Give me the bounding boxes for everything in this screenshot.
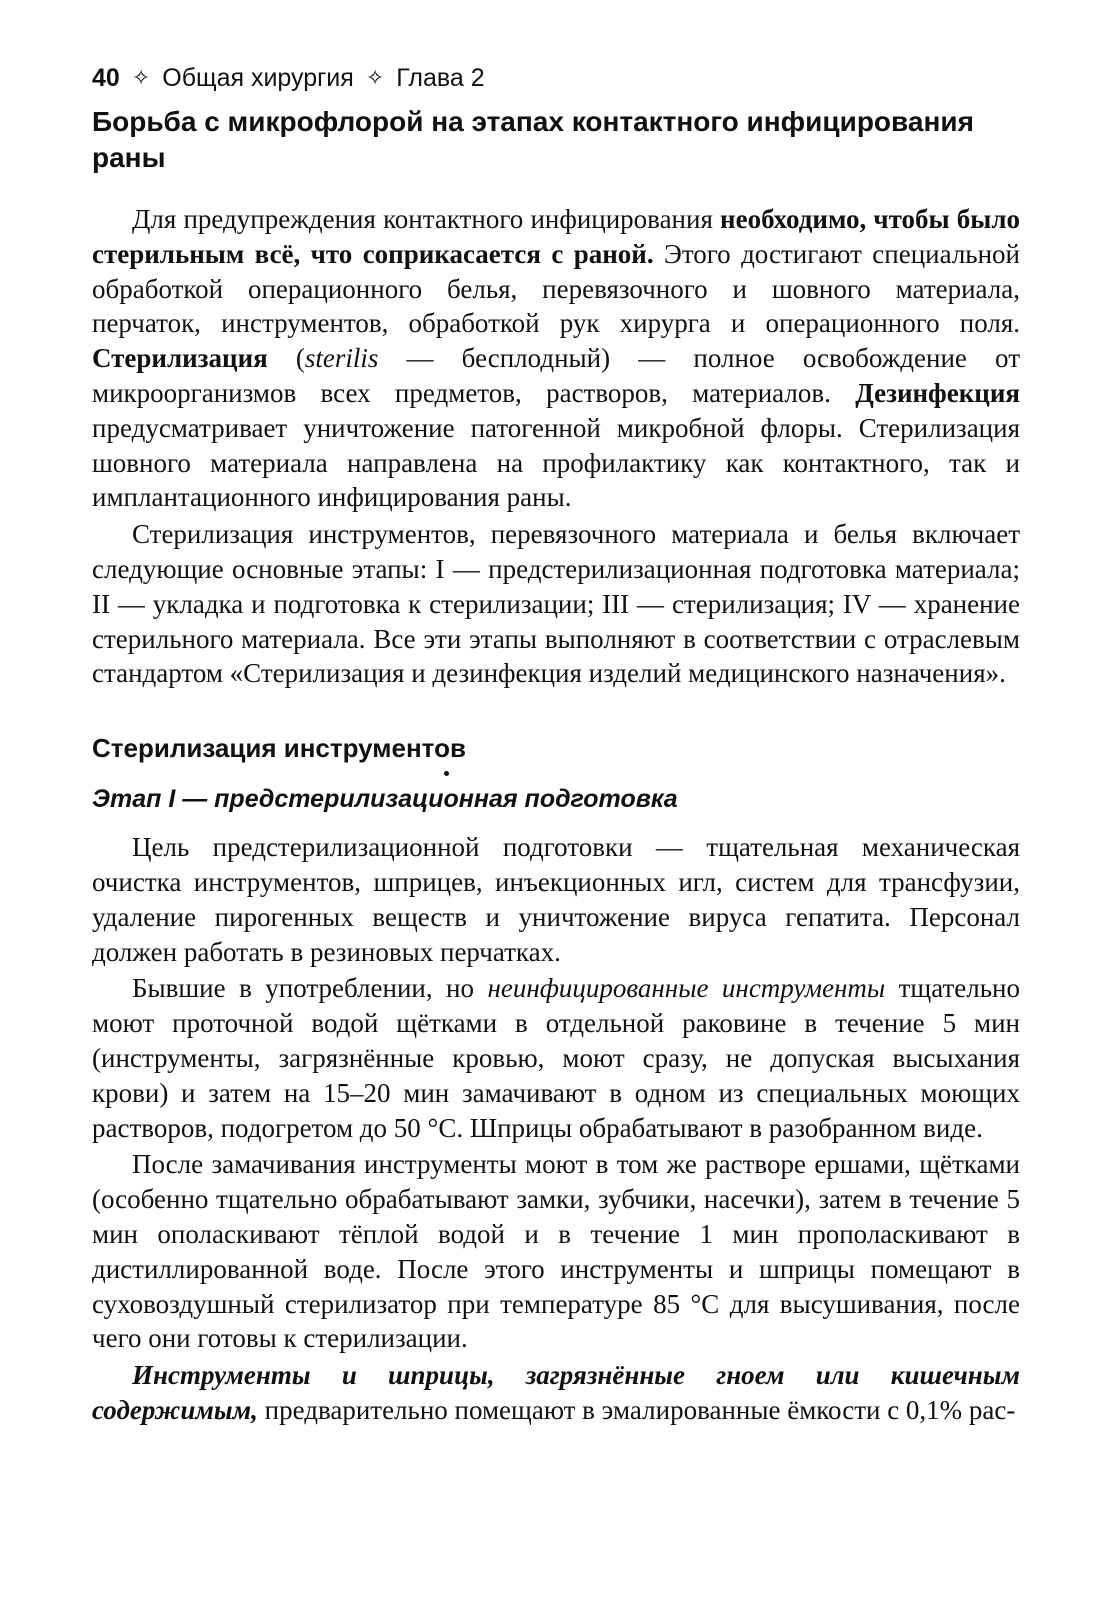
term-disinfection: Дезинфекция xyxy=(855,377,1020,408)
paragraph xyxy=(92,971,1020,1145)
text-run: предварительно помещают в эмалированные ёмкости с 0,1% рас- xyxy=(257,1394,1016,1425)
paragraph xyxy=(92,1358,1020,1428)
paragraph: Цель предстерилизационной подготовки — тщательная механическая очистка инструментов, шприцев, инъекционных игл, систем для трансфузии, удаление пирогенных веществ и уничтожение вируса гепатита. Персонал должен работать в резиновых перчатках. xyxy=(92,832,1020,967)
page-number: 40 xyxy=(92,64,120,92)
section-title: Стерилизация инструментов xyxy=(92,733,466,764)
subsection-title: Этап I — предстерилизационная подготовка xyxy=(92,785,678,814)
text-run: предусматривает уничтожение патогенной микробной флоры. Стерилизация шовного материала направлена на профилактику как контактного, так и имплантационного инфицирования раны. xyxy=(92,412,1020,513)
running-head xyxy=(92,62,1020,94)
stray-dot xyxy=(444,771,449,776)
term-sterilization: Стерилизация xyxy=(92,343,268,374)
text-run: Для предупреждения контактного инфицирования xyxy=(132,204,721,234)
diamond-separator-icon: ✧ xyxy=(365,65,385,90)
paragraph: После замачивания инструменты моют в том же растворе ершами, щётками (особенно тщательно обрабатывают замки, зубчики, насечки), затем в течение 5 мин ополаскивают тёплой водой и в течение 1 мин прополаскивают в дистиллированной воде. После этого инструменты и шприцы помещают в суховоздушный стерилизатор при температуре 85 °С для высушивания, после чего они готовы к стерилизации. xyxy=(92,1149,1020,1354)
diamond-separator-icon: ✧ xyxy=(131,65,151,90)
paragraph: Стерилизация инструментов, перевязочного материала и белья включает следующие основные этапы: I — предстерилизационная подготовка материала; II — укладка и подготовка к стерилизации; III — стерилизация; IV — хранение стерильного материала. Все эти этапы выполняют в соответствии с отраслевым стандартом «Стерилизация и дезинфекция изделий медицинского назначения». xyxy=(92,519,1020,689)
text-run: ( xyxy=(267,343,305,374)
text-run: тщательно моют проточной водой щётками в отдельной раковине в течение 5 мин (инструменты, загрязнённые кровью, моют сразу, не допуская высыхания крови) и затем на 15–20 мин замачивают в одном из специальных моющих растворов, подогретом до 50 °С. Шприцы обрабатывают в разобранном виде. xyxy=(92,973,1020,1143)
latin-term: sterilis xyxy=(304,343,379,374)
bold-text: необходимо, чтобы было стерильным всё, что соприкасается с раной. xyxy=(92,204,1020,269)
chapter-label: Глава 2 xyxy=(396,64,485,92)
text-run: Этого достигают специальной обработкой операционного белья, перевязочного и шовного материала, перчаток, инструментов, обработкой рук хирурга и операционного поля. xyxy=(92,238,1020,339)
text-run: Бывшие в употреблении, но xyxy=(132,973,488,1004)
text-run: — бесплодный) — полное освобождение от микроорганизмов всех предметов, растворов, материалов. xyxy=(92,343,1020,408)
italic-text: неинфицированные инструменты xyxy=(487,973,886,1004)
book-title: Общая хирургия xyxy=(162,64,354,92)
section-title: Борьба с микрофлорой на этапах контактного инфицирования раны xyxy=(92,106,974,173)
paragraph xyxy=(92,202,1020,515)
bold-italic-text: Инструменты и шприцы, загрязнённые гноем или кишечным содержимым, xyxy=(92,1360,1020,1425)
